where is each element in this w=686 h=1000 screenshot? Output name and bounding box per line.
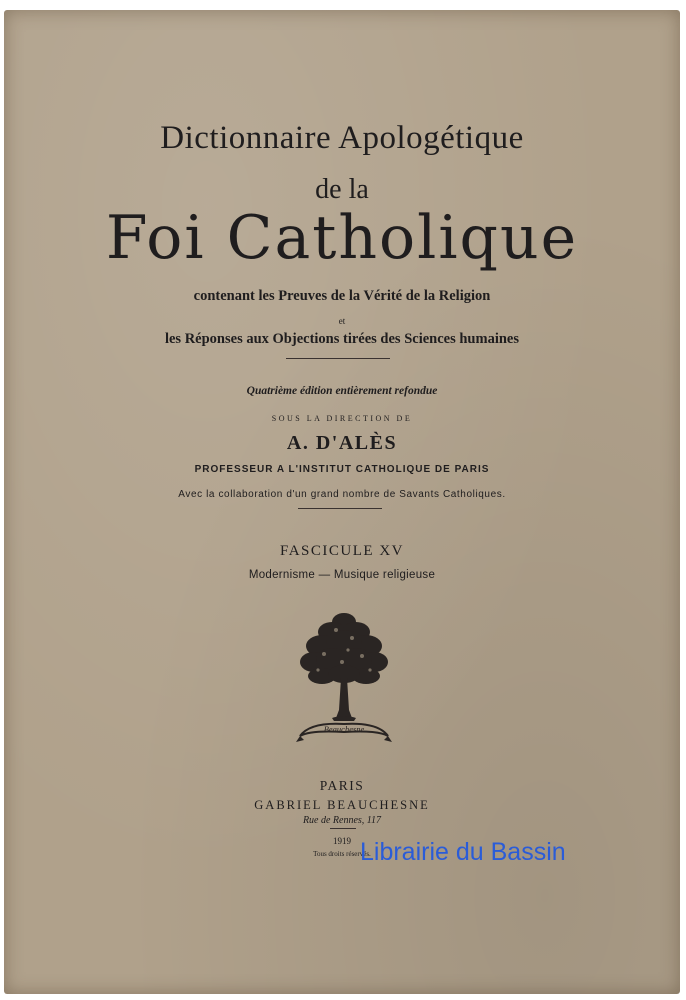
fascicule-number: FASCICULE XV <box>280 543 404 559</box>
edition-note: Quatrième édition entièrement refondue <box>246 385 438 397</box>
publisher-name: GABRIEL BEAUCHESNE <box>254 798 430 812</box>
book-cover <box>4 10 680 994</box>
author-title: PROFESSEUR A L'INSTITUT CATHOLIQUE DE PARIS <box>194 464 490 475</box>
author-name: A. D'ALÈS <box>286 432 398 454</box>
title-line-1: Dictionnaire Apologétique <box>160 120 524 156</box>
main-title: Foi Catholique <box>105 203 579 273</box>
collaboration-note: Avec la collaboration d'un grand nombre de Savants Catholiques. <box>178 489 506 500</box>
publisher-address: Rue de Rennes, 117 <box>302 815 382 826</box>
divider-top <box>286 358 390 359</box>
subtitle-line-1: contenant les Preuves de la Vérité de la Religion <box>193 288 491 304</box>
tree-emblem-icon <box>294 610 394 754</box>
direction-label: SOUS LA DIRECTION DE <box>271 414 413 423</box>
divider-middle <box>298 508 382 509</box>
subtitle-conjunction: et <box>338 316 346 326</box>
divider-bottom <box>330 828 356 829</box>
emblem-motto: Beauchesne <box>323 724 365 734</box>
subtitle-line-2: les Réponses aux Objections tirées des Sciences humaines <box>164 331 520 347</box>
rights-notice: Tous droits réservés. <box>313 850 371 858</box>
title-line-2: de la <box>315 174 369 205</box>
publication-year: 1919 <box>333 836 351 846</box>
publisher-city: PARIS <box>319 778 365 793</box>
fascicule-topics: Modernisme — Musique religieuse <box>248 569 436 581</box>
shop-watermark: Librairie du Bassin <box>360 838 566 866</box>
